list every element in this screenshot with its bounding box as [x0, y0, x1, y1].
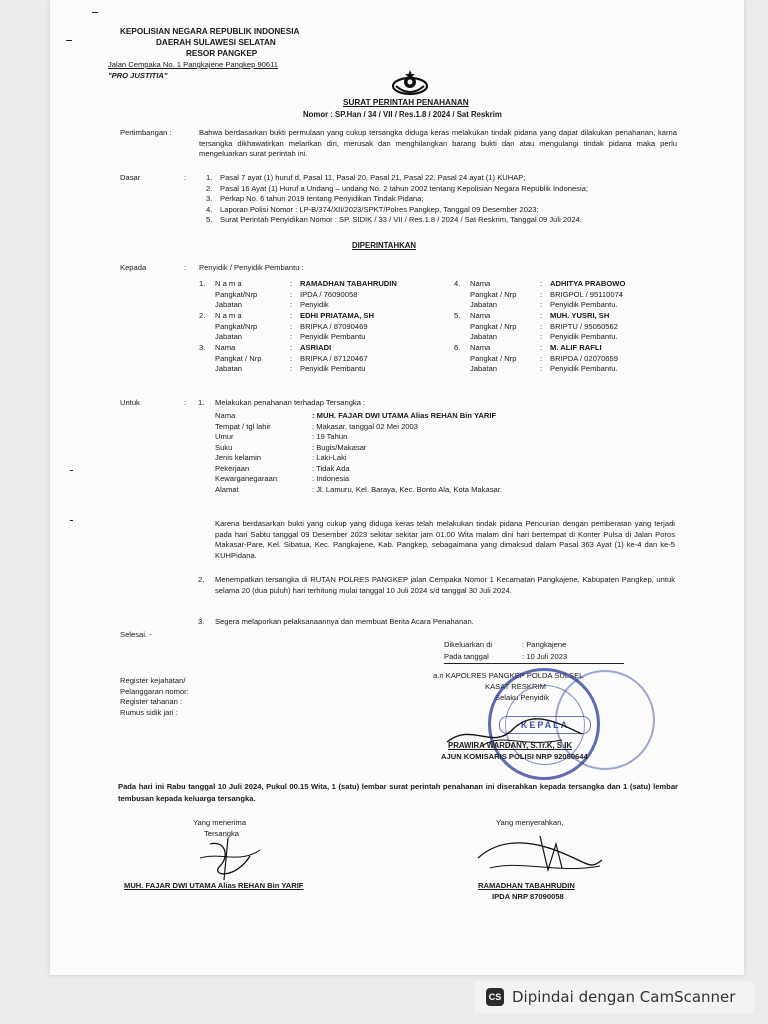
officer-colon: : — [540, 279, 543, 288]
officer-number: 3. — [199, 343, 206, 352]
officer-number: 6. — [454, 343, 461, 352]
officer-name-key: N a m a — [215, 279, 242, 288]
officer-colon: : — [290, 321, 293, 331]
suspect-field-label: Nama — [215, 411, 236, 420]
receiver-line2: Tersangka — [204, 829, 240, 838]
signatory-line1: a.n KAPOLRES PANGKEP POLDA SULSEL — [433, 671, 584, 680]
officer-colon: : — [540, 364, 543, 373]
police-emblem-icon — [390, 68, 430, 96]
scan-mark — [70, 520, 73, 521]
suspect-field-value: : Laki-Laki — [312, 453, 347, 462]
officer-name-key: Nama — [215, 343, 236, 352]
suspect-field-value: : Makasar, tanggal 02 Mei 2003 — [312, 421, 418, 431]
officer-rank: BRIPTU / 95050562 — [550, 321, 618, 331]
document-title: SURAT PERINTAH PENAHANAN — [343, 98, 469, 107]
suspect-field-value: : 19 Tahun — [312, 432, 348, 441]
pertimbangan-label: Pertimbangan : — [120, 128, 172, 137]
officer-colon: : — [290, 311, 293, 320]
officer-colon: : — [540, 311, 543, 320]
document-number: Nomor : SP.Han / 34 / VII / Res.1.8 / 2024 / Sat Reskrim — [303, 110, 502, 119]
signatory-name: PRAWIRA WARDANY, S.Tr.K, S.IK — [448, 741, 573, 750]
footer-note: Pada hari ini Rabu tanggal 10 Juli 2024, Pukul 00.15 Wita, 1 (satu) lembar surat perintah penahanan ini diserahkan kepada tersangka dan 1 (satu) lembar tembusan kepada keluarga tersangka. — [118, 782, 678, 803]
officer-position: Penyidik Pembantu. — [550, 300, 618, 309]
kepada-label: Kepada — [120, 263, 147, 272]
pro-justitia: "PRO JUSTITIA" — [108, 71, 168, 80]
officer-position-key: Jabatan — [470, 300, 498, 309]
dasar-item-number: 5. — [206, 215, 213, 224]
dasar-item-text: Perkap No. 6 tahun 2019 tentang Penyidikan Tindak Pidana; — [220, 194, 424, 203]
signatory-rank: AJUN KOMISARIS POLISI NRP 92050644 — [441, 752, 588, 761]
giver-signature — [470, 830, 610, 880]
officer-position: Penyidik Pembantu — [300, 364, 366, 373]
receiver-name: MUH. FAJAR DWI UTAMA Alias REHAN Bin YARIF — [124, 881, 304, 890]
officer-rank-key: Pangkat / Nrp — [470, 321, 517, 331]
camscanner-bar — [474, 981, 754, 1013]
selesai-label: Selesai. - — [120, 630, 152, 639]
officer-number: 1. — [199, 279, 206, 288]
officer-colon: : — [290, 289, 293, 299]
header-line3: RESOR PANGKEP — [186, 49, 258, 58]
suspect-field-value: : Jl. Lamuru, Kel. Baraya, Kec. Bonto Ala, Kota Makasar. — [312, 484, 502, 494]
suspect-field-label: Jenis kelamin — [215, 453, 262, 462]
officer-number: 4. — [454, 279, 461, 288]
dikeluarkan-value: : Pangkajene — [522, 640, 567, 649]
officer-name-key: Nama — [470, 343, 491, 352]
untuk-item2-text: Menempatkan tersangka di RUTAN POLRES PANGKEP jalan Cempaka Nomor 1 Kecamatan Pangkajene, Kabupaten Pangkep, untuk selama 20 (dua puluh) hari terhitung mulai tanggal 10 Juli 2024 s/d tanggal 30 Juli 2024. — [215, 575, 675, 595]
suspect-field-label: Pekerjaan — [215, 463, 250, 473]
officer-position-key: Jabatan — [470, 332, 498, 341]
officer-colon: : — [540, 289, 543, 299]
kepada-intro: Penyidik / Penyidik Pembantu : — [199, 263, 304, 272]
scan-mark — [92, 12, 98, 13]
dasar-item-number: 1. — [206, 173, 213, 182]
dikeluarkan-key: Dikeluarkan di — [444, 640, 493, 649]
pertimbangan-text: Bahwa berdasarkan bukti permulaan yang cukup tersangka diduga keras melakukan tindak pidana yang dapat dilakukan penahanan, karna tersangka dikhawatirkan melarikan diri, merusak dan menghilangkan barang bukti dan atau mengulangi tindak pidana maka perlu mengeluarkan surat perintah ini. — [199, 128, 677, 158]
officer-rank: BRIPKA / 87090469 — [300, 321, 368, 331]
officer-rank-key: Pangkat/Nrp — [215, 321, 258, 331]
officer-colon: : — [540, 300, 543, 309]
dasar-item-text: Surat Perintah Penyidikan Nomor : SP. SIDIK / 33 / VII / Res.1.8 / 2024 / Sat Reskrim, Tanggal 09 Juli 2024. — [220, 215, 582, 224]
receiver-line1: Yang menerima — [193, 818, 247, 827]
officer-name-key: Nama — [470, 279, 491, 288]
header-line2: DAERAH SULAWESI SELATAN — [156, 38, 276, 47]
officer-colon: : — [290, 300, 293, 309]
officer-number: 5. — [454, 311, 461, 320]
untuk-item3-text: Segera melaporkan pelaksanaannya dan membuat Berita Acara Penahanan. — [215, 617, 474, 626]
kepada-colon: : — [184, 263, 187, 272]
untuk-item1-number: 1. — [198, 398, 205, 407]
header-line1: KEPOLISIAN NEGARA REPUBLIK INDONESIA — [120, 27, 300, 36]
stamp-band: KEPALA — [499, 716, 591, 734]
officer-rank: BRIPDA / 02070659 — [550, 353, 618, 363]
officer-colon: : — [540, 343, 543, 352]
suspect-field-label: Tempat / tgl lahir — [215, 421, 271, 431]
officer-name: RAMADHAN TABAHRUDIN — [300, 279, 397, 288]
signatory-line2: KASAT RESKRIM — [485, 682, 546, 691]
register-line: Pelanggaran nomor: — [120, 686, 189, 696]
untuk-colon: : — [184, 398, 187, 407]
suspect-field-value: : Tidak Ada — [312, 463, 350, 473]
officer-position-key: Jabatan — [215, 332, 243, 341]
untuk-item3-number: 3. — [198, 617, 205, 626]
header-address: Jalan Cempaka No. 1 Pangkajene Pangkep 90611 — [108, 60, 278, 69]
register-line: Rumus sidik jari : — [120, 707, 178, 717]
suspect-field-value: : Bugis/Makasar — [312, 442, 367, 452]
officer-colon: : — [540, 321, 543, 331]
officer-name: ASRIADI — [300, 343, 332, 352]
officer-rank-key: Pangkat/Nrp — [215, 289, 258, 299]
receiver-signature — [190, 836, 270, 882]
officer-rank: BRIGPOL / 95110074 — [550, 289, 624, 299]
register-line: Register tahanan : — [120, 697, 183, 706]
suspect-field-label: Kewarganegaraan — [215, 474, 278, 483]
dasar-item-number: 3. — [206, 194, 213, 203]
officer-position-key: Jabatan — [470, 364, 498, 373]
signatory-line3: Selaku Penyidik — [495, 693, 550, 702]
register-line: Register kejahatan/ — [120, 676, 186, 685]
officer-colon: : — [290, 364, 293, 373]
scan-mark — [70, 470, 73, 471]
officer-colon: : — [540, 353, 543, 363]
officer-name-key: Nama — [470, 311, 491, 320]
dasar-item-number: 4. — [206, 204, 213, 214]
giver-line1: Yang menyerahkan, — [496, 818, 564, 827]
officer-colon: : — [290, 279, 293, 288]
officer-colon: : — [290, 343, 293, 352]
officer-position-key: Jabatan — [215, 300, 243, 309]
suspect-field-label: Alamat — [215, 484, 239, 494]
dasar-item-number: 2. — [206, 183, 213, 193]
dasar-item-text: Laporan Polisi Nomor : LP-B/374/XII/2023/SPKT/Polres Pangkep, Tanggal 09 Desember 2023; — [220, 204, 539, 214]
officer-rank: BRIPKA / 87120467 — [300, 353, 368, 363]
suspect-field-value: : Indonesia — [312, 474, 350, 483]
officer-position: Penyidik Pembantu. — [550, 332, 618, 341]
officer-position: Penyidik — [300, 300, 329, 309]
camscanner-logo-icon: CS — [486, 988, 504, 1006]
dasar-label: Dasar — [120, 173, 141, 182]
giver-name: RAMADHAN TABAHRUDIN — [478, 881, 575, 890]
officer-name: EDHI PRIATAMA, SH — [300, 311, 374, 320]
dasar-item-text: Pasal 7 ayat (1) huruf d, Pasal 11, Pasal 20, Pasal 21, Pasal 22, Pasal 24 ayat (1) KUHAP; — [220, 173, 526, 182]
suspect-field-label: Suku — [215, 442, 233, 452]
untuk-item1-intro: Melakukan penahanan terhadap Tersangka : — [215, 398, 366, 407]
officer-position: Penyidik Pembantu — [300, 332, 366, 341]
officer-name: M. ALIF RAFLI — [550, 343, 602, 352]
suspect-field-value: : MUH. FAJAR DWI UTAMA Alias REHAN Bin YARIF — [312, 411, 497, 420]
officer-colon: : — [290, 332, 293, 341]
officer-name: MUH. YUSRI, SH — [550, 311, 610, 320]
dasar-item-text: Pasal 16 Ayat (1) Huruf a Undang – undang No. 2 tahun 2002 tentang Kepolisian Negara Republik Indonesia; — [220, 183, 588, 193]
scan-mark — [66, 40, 72, 41]
officer-position: Penyidik Pembantu. — [550, 364, 618, 373]
date-divider — [444, 663, 624, 664]
officer-number: 2. — [199, 311, 206, 320]
suspect-field-label: Umur — [215, 432, 234, 441]
officer-name: ADHITYA PRABOWO — [550, 279, 626, 288]
tanggal-value: : 10 Juli 2023 — [522, 652, 568, 661]
camscanner-text: Dipindai dengan CamScanner — [512, 988, 736, 1006]
untuk-item2-number: 2. — [198, 575, 205, 584]
untuk-label: Untuk — [120, 398, 140, 407]
giver-nrp: IPDA NRP 87090058 — [492, 892, 564, 901]
officer-rank-key: Pangkat / Nrp — [215, 353, 262, 363]
officer-colon: : — [540, 332, 543, 341]
diperintahkan-heading: DIPERINTAHKAN — [352, 241, 416, 250]
officer-rank-key: Pangkat / Nrp — [470, 289, 517, 299]
officer-rank: IPDA / 76090058 — [300, 289, 358, 299]
officer-rank-key: Pangkat / Nrp — [470, 353, 517, 363]
karena-paragraph: Karena berdasarkan bukti yang cukup yang diduga keras telah melakukan tindak pidana Pencurian dengan pemberatan yang terjadi pada hari Sabtu tanggal 09 Desember 2023 sekitar sekitar jam 01.00 Wita malam dini hari bertempat di Konter Pulsa di Jalan Poros Makasar-Pare, Kel. Sibatua, Kec. Pangkajene, Kab. Pangkep, sebagaimana yang dimaksud dalam Pasal 363 Ayat (1) ke-4 dan ke-5 KUHPidana. — [215, 519, 675, 560]
dasar-colon: : — [184, 173, 187, 182]
officer-position-key: Jabatan — [215, 364, 243, 373]
document-sheet — [50, 0, 744, 975]
tanggal-key: Pada tanggal — [444, 652, 489, 661]
officer-colon: : — [290, 353, 293, 363]
officer-name-key: N a m a — [215, 311, 242, 320]
